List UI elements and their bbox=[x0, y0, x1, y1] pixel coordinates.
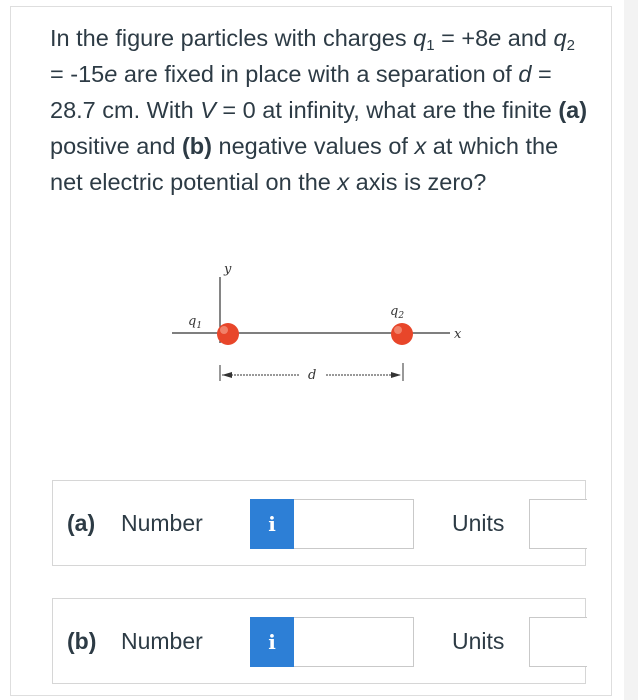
answer-row-b bbox=[52, 598, 586, 684]
info-button[interactable]: i bbox=[250, 617, 294, 667]
question-text: In the figure particles with charges $q_1 = +8e$ and $q_2 = -15e$ are fixed in place with a separation of d = 28.7 cm. With V = 0 at infinity, what are the finite (a) positive and (b) negative values of x at which the net electric potential on the x axis is zero? bbox=[50, 25, 588, 195]
units-select-b[interactable] bbox=[529, 617, 587, 667]
x-axis-label: x bbox=[454, 327, 462, 342]
number-input-a[interactable] bbox=[294, 499, 414, 549]
number-label: Number bbox=[121, 628, 203, 654]
scrollbar-track bbox=[624, 0, 638, 700]
q1-label: $q_1$ bbox=[188, 314, 203, 331]
d-arrow-right bbox=[391, 372, 401, 378]
particle-q1 bbox=[217, 323, 239, 345]
units-select-a[interactable] bbox=[529, 499, 587, 549]
q2-label: $q_2$ bbox=[390, 304, 405, 321]
number-input-b[interactable] bbox=[294, 617, 414, 667]
units-label: Units bbox=[452, 628, 505, 654]
particle-q2-shine bbox=[394, 326, 402, 334]
answer-row-a bbox=[52, 480, 586, 566]
part-label: (a) bbox=[67, 510, 96, 536]
number-label: Number bbox=[121, 510, 203, 536]
units-label: Units bbox=[452, 510, 505, 536]
info-button[interactable]: i bbox=[250, 499, 294, 549]
particle-q1-shine bbox=[220, 326, 228, 334]
particle-q2 bbox=[391, 323, 413, 345]
y-axis-label: y bbox=[224, 262, 232, 277]
d-arrow-left bbox=[222, 372, 232, 378]
part-label: (b) bbox=[67, 628, 97, 654]
d-label: d bbox=[308, 368, 317, 383]
charge-diagram bbox=[160, 255, 470, 395]
